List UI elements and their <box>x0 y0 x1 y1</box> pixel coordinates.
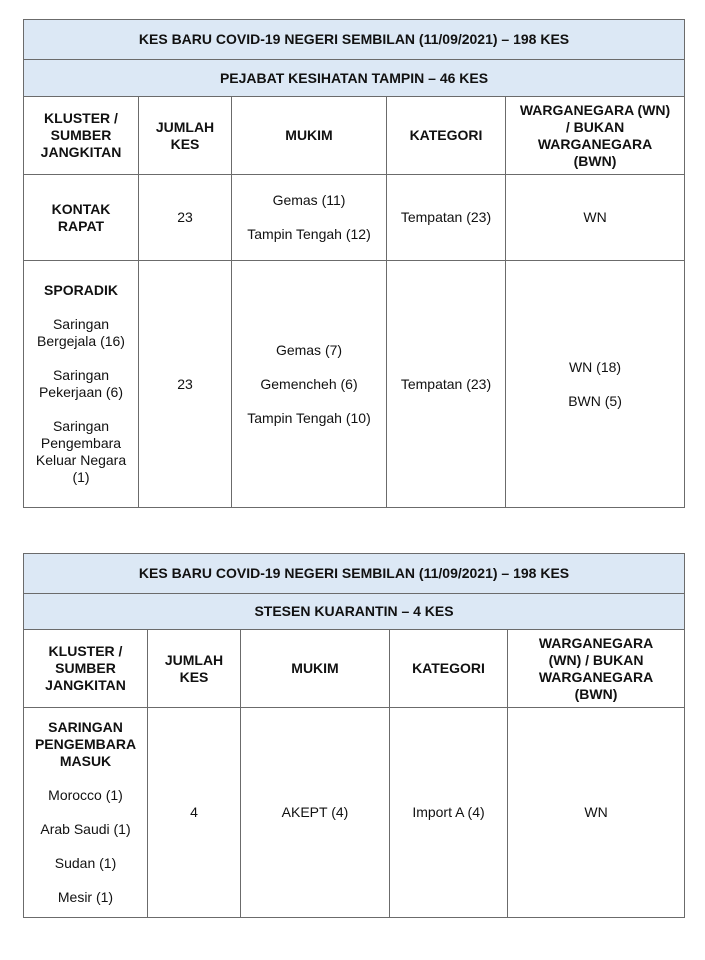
cell-mukim: AKEPT (4) <box>241 708 390 918</box>
table-subtitle: PEJABAT KESIHATAN TAMPIN – 46 KES <box>24 60 685 97</box>
table-row <box>24 261 685 508</box>
cell-kluster: KONTAK RAPAT <box>24 175 139 261</box>
cell-kluster: SARINGAN PENGEMBARA MASUK Morocco (1) Arab Saudi (1) Sudan (1) Mesir (1) <box>24 708 148 918</box>
header-kategori: KATEGORI <box>387 97 506 175</box>
table-title: KES BARU COVID-19 NEGERI SEMBILAN (11/09/2021) – 198 KES <box>24 20 685 60</box>
header-kluster: KLUSTER / SUMBER JANGKITAN <box>24 630 148 708</box>
cell-jumlah: 23 <box>139 261 232 508</box>
cell-kategori: Tempatan (23) <box>387 175 506 261</box>
table-stesen-kuarantin <box>23 553 685 918</box>
cell-mukim: Gemas (11) Tampin Tengah (12) <box>232 175 387 261</box>
header-jumlah: JUMLAH KES <box>148 630 241 708</box>
table-row <box>24 175 685 261</box>
cell-kluster: SPORADIK Saringan Bergejala (16) Saringan Pekerjaan (6) Saringan Pengembara Keluar Negara (1) <box>24 261 139 508</box>
cell-kategori: Import A (4) <box>390 708 508 918</box>
header-kluster: KLUSTER / SUMBER JANGKITAN <box>24 97 139 175</box>
header-warga: WARGANEGARA (WN) / BUKAN WARGANEGARA (BWN) <box>506 97 685 175</box>
cell-mukim: Gemas (7) Gemencheh (6) Tampin Tengah (10) <box>232 261 387 508</box>
cell-kategori: Tempatan (23) <box>387 261 506 508</box>
table-row <box>24 708 685 918</box>
column-header-row <box>24 97 685 175</box>
table-title: KES BARU COVID-19 NEGERI SEMBILAN (11/09/2021) – 198 KES <box>24 554 685 594</box>
header-mukim: MUKIM <box>232 97 387 175</box>
table-pkd-tampin <box>23 19 685 508</box>
header-mukim: MUKIM <box>241 630 390 708</box>
table-subtitle: STESEN KUARANTIN – 4 KES <box>24 594 685 630</box>
cell-jumlah: 4 <box>148 708 241 918</box>
cell-warga: WN (18) BWN (5) <box>506 261 685 508</box>
header-jumlah: JUMLAH KES <box>139 97 232 175</box>
column-header-row <box>24 630 685 708</box>
cell-warga: WN <box>506 175 685 261</box>
cell-warga: WN <box>508 708 685 918</box>
header-warga: WARGANEGARA (WN) / BUKAN WARGANEGARA (BWN) <box>508 630 685 708</box>
header-kategori: KATEGORI <box>390 630 508 708</box>
cell-jumlah: 23 <box>139 175 232 261</box>
